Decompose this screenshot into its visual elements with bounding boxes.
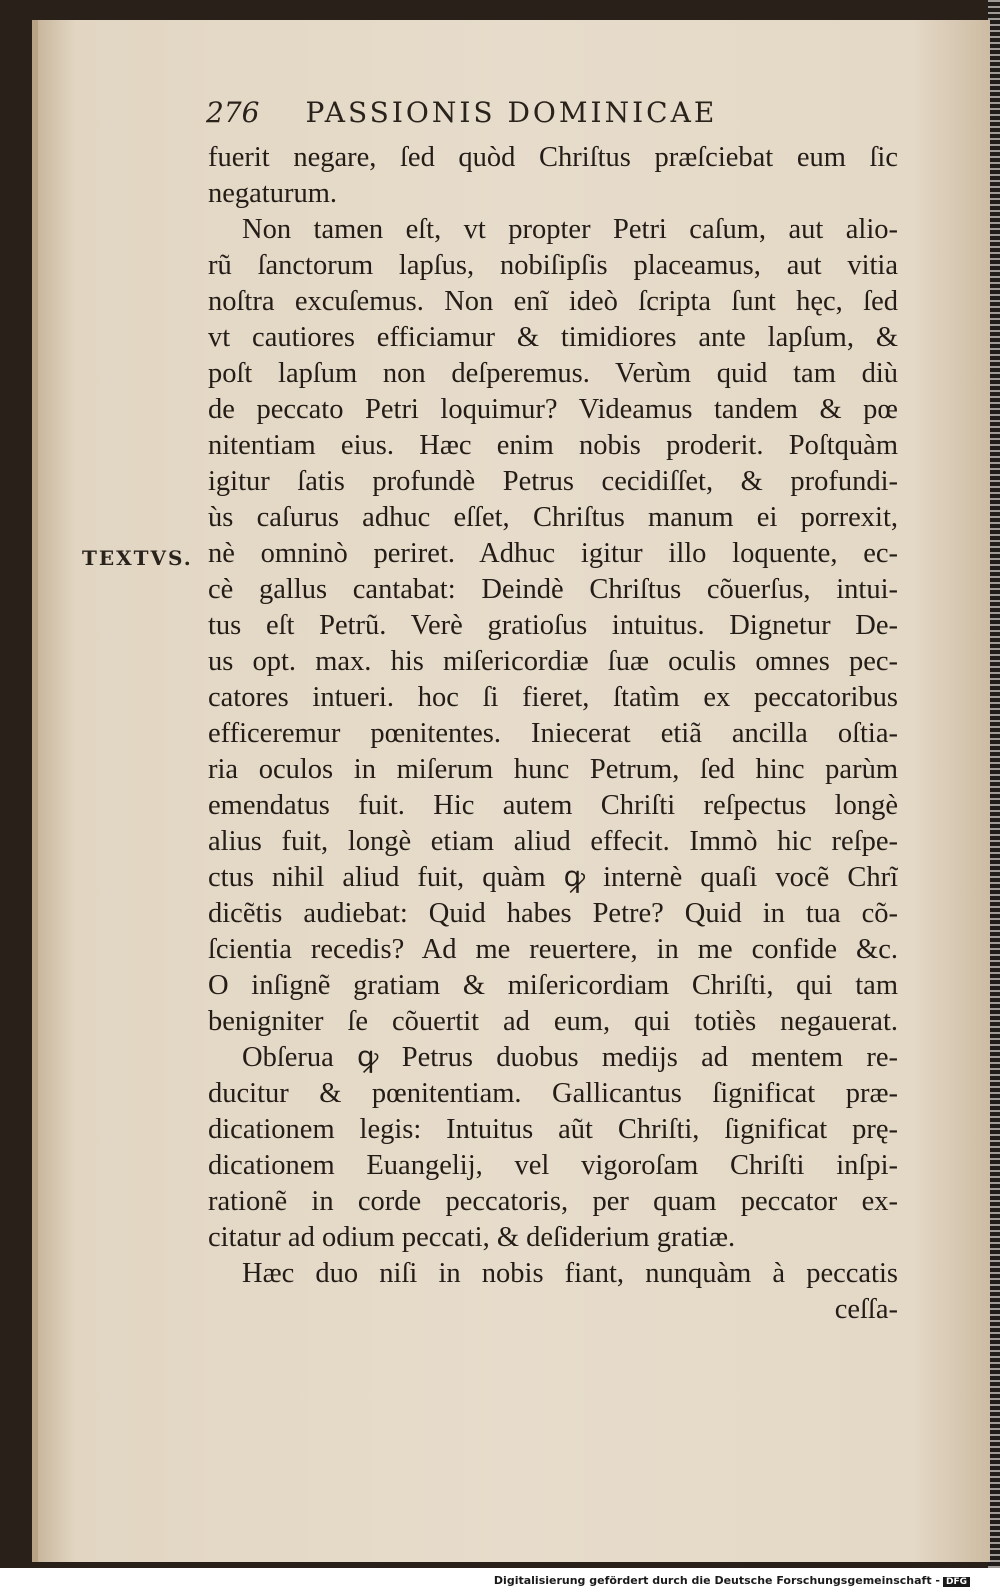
text-line: dicẽtis audiebat: Quid habes Petre? Quid in tua cõ- [208,898,898,929]
running-head [206,96,766,129]
text-line: nitentiam eius. Hæc enim nobis proderit. Poſtquàm [208,430,898,461]
text-line: poſt lapſum non deſperemus. Verùm quid tam diù [208,358,898,389]
running-title: PASSIONIS DOMINICAE [305,96,718,129]
text-line: noſtra excuſemus. Non enĩ ideò ſcripta ſunt hęc, ſed [208,286,898,317]
catchword: ceſſa- [834,1294,898,1325]
text-line: Obſerua ꝙ Petrus duobus medijs ad mentem re- [242,1042,898,1073]
text-line: us opt. max. his miſericordiæ ſuæ oculis omnes pec- [208,646,898,677]
page-number: 276 [206,96,260,129]
text-line: Non tamen eſt, vt propter Petri caſum, aut alio- [242,214,898,245]
dfg-logo: DFG [943,1577,970,1587]
text-line: ctus nihil aliud fuit, quàm ꝙ internè quaſi vocẽ Chrĩ [208,862,898,893]
margin-note: TEXTVS. [82,546,193,570]
text-line: ſcientia recedis? Ad me reuertere, in me confide &c. [208,934,898,965]
text-line: vt cautiores efficiamur & timidiores ante lapſum, & [208,322,898,353]
body-text [208,140,898,1328]
text-line: dicationem legis: Intuitus aũt Chriſti, ſignificat prę- [208,1114,898,1145]
text-line: dicationem Euangelij, vel vigoroſam Chriſti inſpi- [208,1150,898,1181]
text-line: igitur ſatis profundè Petrus cecidiſſet, & profundi- [208,466,898,497]
text-line: benigniter ſe cõuertit ad eum, qui totiès negauerat. [208,1006,898,1037]
text-line: tus eſt Petrũ. Verè gratioſus intuitus. Dignetur De- [208,610,898,641]
text-line: rũ ſanctorum lapſus, nobiſipſis placeamus, aut vitia [208,250,898,281]
text-line: efficeremur pœnitentes. Iniecerat etiã ancilla oſtia- [208,718,898,749]
text-line: negaturum. [208,178,338,209]
text-line: citatur ad odium peccati, & deſiderium gratiæ. [208,1222,736,1253]
text-line: Hæc duo niſi in nobis fiant, nunquàm à peccatis [242,1258,898,1289]
text-line: ria oculos in miſerum hunc Petrum, ſed hinc parùm [208,754,898,785]
text-line: ducitur & pœnitentiam. Gallicantus ſignificat præ- [208,1078,898,1109]
text-line: cè gallus cantabat: Deindè Chriſtus cõuerſus, intui- [208,574,898,605]
credit-text: Digitalisierung gefördert durch die Deutsche Forschungsgemeinschaft - [493,1574,940,1587]
text-line: O inſignẽ gratiam & miſericordiam Chriſti, qui tam [208,970,898,1001]
text-line: emendatus fuit. Hic autem Chriſti reſpectus longè [208,790,898,821]
text-line: rationẽ in corde peccatoris, per quam peccator ex- [208,1186,898,1217]
text-line: alius fuit, longè etiam aliud effecit. Immò hic reſpe- [208,826,898,857]
digitization-credit [494,1574,970,1587]
text-line: ùs caſurus adhuc eſſet, Chriſtus manum ei porrexit, [208,502,898,533]
text-line: fuerit negare, ſed quòd Chriſtus præſciebat eum ſic [208,142,898,173]
text-line: nè omninò periret. Adhuc igitur illo loquente, ec- [208,538,898,569]
text-line: catores intueri. hoc ſi fieret, ſtatìm ex peccatoribus [208,682,898,713]
text-line: de peccato Petri loquimur? Videamus tandem & pœ [208,394,898,425]
